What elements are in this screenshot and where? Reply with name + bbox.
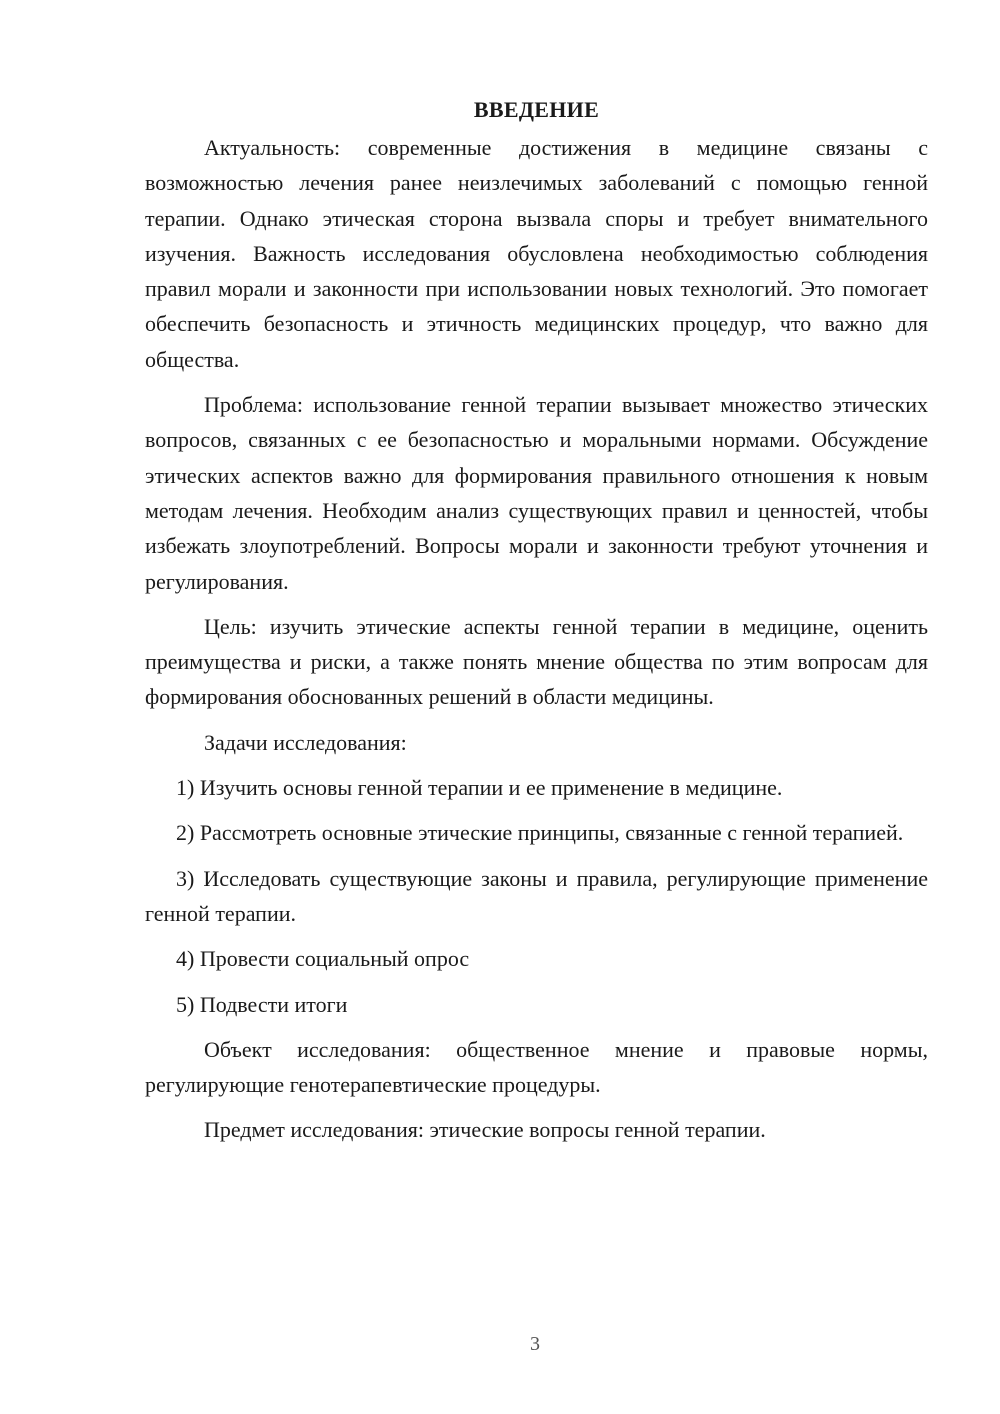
document-page xyxy=(145,92,928,1148)
goal-paragraph: Цель: изучить этические аспекты генной терапии в медицине, оценить преимущества и риски, а также понять мнение общества по этим вопросам для формирования обоснованных решений в области медицины. xyxy=(145,613,928,710)
section-heading: ВВЕДЕНИЕ xyxy=(473,97,600,122)
task-item-1: 1) Изучить основы генной терапии и ее применение в медицине. xyxy=(176,775,783,801)
problem-paragraph: Проблема: использование генной терапии вызывает множество этических вопросов, связанных с ее безопасностью и моральными нормами. Обсуждение этических аспектов важно для формирования правильного отношения к новым методам лечения. Необходим анализ существующих правил и ценностей, чтобы избежать злоупотреблений. Вопросы морали и законности требуют уточнения и регулирования. xyxy=(145,392,928,594)
task-item-3: 3) Исследовать существующие законы и правила, регулирующие применение генной терапии. xyxy=(145,865,928,926)
subject-paragraph: Предмет исследования: этические вопросы генной терапии. xyxy=(204,1117,766,1143)
tasks-heading: Задачи исследования: xyxy=(204,729,407,755)
relevance-paragraph: Актуальность: современные достижения в медицине связаны с возможностью лечения ранее неизлечимых заболеваний с помощью генной терапии. Однако этическая сторона вызвала споры и требует внимательного изучения. Важность исследования обусловлена необходимостью соблюдения правил морали и законности при использовании новых технологий. Это помогает обеспечить безопасность и этичность медицинских процедур, что важно для общества. xyxy=(145,135,928,372)
object-paragraph: Объект исследования: общественное мнение и правовые нормы, регулирующие генотерапевтические процедуры. xyxy=(145,1036,928,1098)
task-item-4: 4) Провести социальный опрос xyxy=(176,946,470,972)
task-item-5: 5) Подвести итоги xyxy=(176,991,348,1017)
task-item-2: 2) Рассмотреть основные этические принципы, связанные с генной терапией. xyxy=(176,820,904,846)
page-number: 3 xyxy=(530,1333,540,1355)
